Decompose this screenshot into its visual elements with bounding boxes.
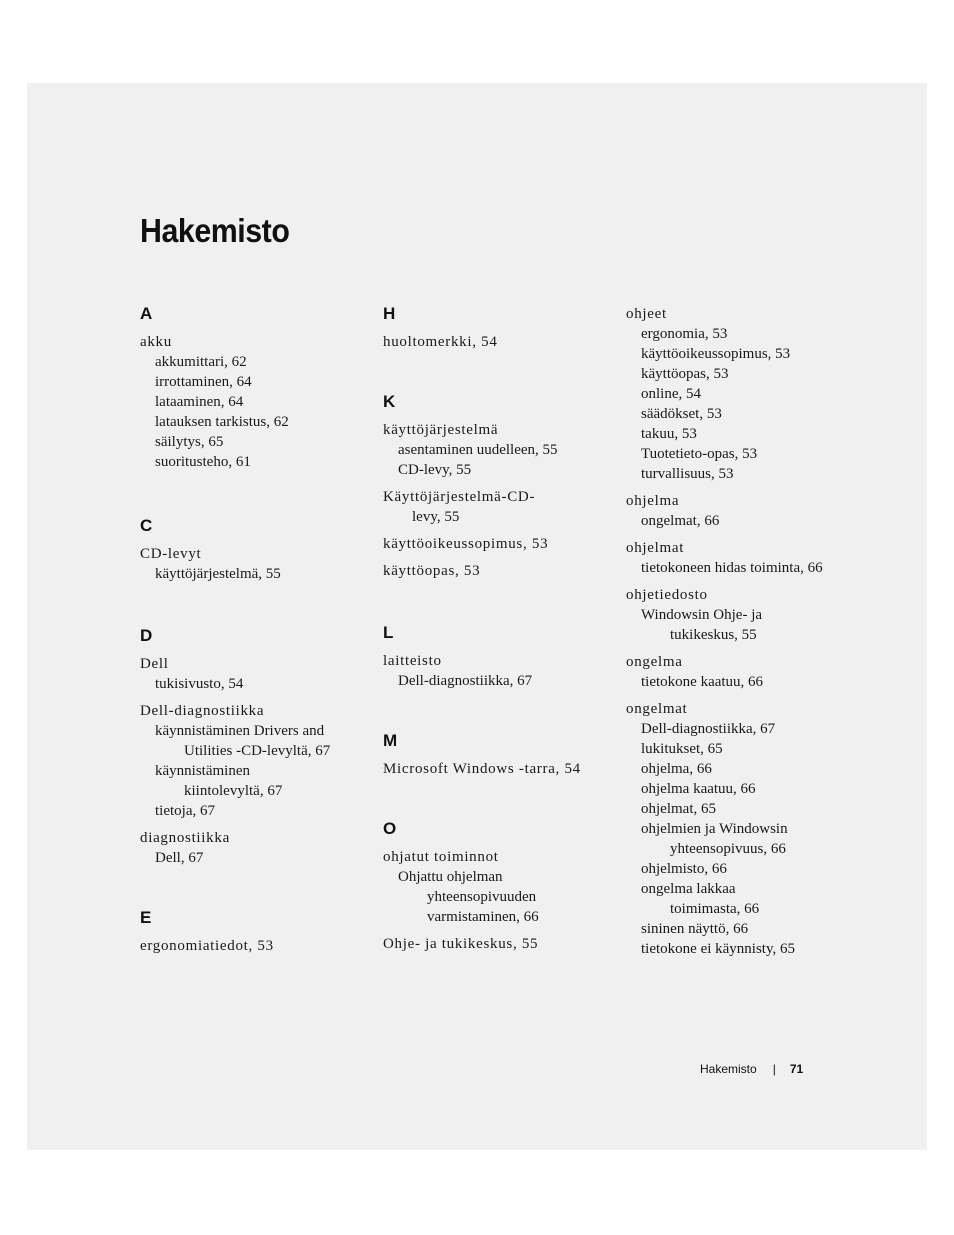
index-subentry: ohjelmat, 65 bbox=[641, 801, 716, 817]
section-letter: H bbox=[383, 304, 396, 323]
index-subentry: turvallisuus, 53 bbox=[641, 466, 734, 482]
index-subentry: latauksen tarkistus, 62 bbox=[155, 414, 289, 430]
footer-separator: | bbox=[772, 1062, 776, 1076]
section-letter: L bbox=[383, 623, 394, 642]
index-subentry: CD-levy, 55 bbox=[398, 462, 472, 478]
section-letter: C bbox=[140, 516, 153, 535]
index-entry bbox=[626, 538, 856, 578]
index-column-1 bbox=[140, 304, 370, 996]
index-term: huoltomerkki, 54 bbox=[383, 334, 498, 350]
index-term: ongelmat bbox=[626, 701, 688, 717]
index-subentry: Tuotetieto-opas, 53 bbox=[641, 446, 758, 462]
index-subentry-continued: varmistaminen, 66 bbox=[427, 909, 539, 925]
index-term: ohjatut toiminnot bbox=[383, 849, 499, 865]
index-subentry-continued: kiintolevyltä, 67 bbox=[184, 783, 283, 799]
index-column-3 bbox=[626, 304, 856, 966]
index-subentry: ohjelma, 66 bbox=[641, 761, 712, 777]
index-term: ohjetiedosto bbox=[626, 587, 708, 603]
index-section-d bbox=[140, 626, 370, 868]
index-entry bbox=[140, 654, 370, 694]
index-entry bbox=[140, 828, 370, 868]
index-subentry-continued: yhteensopivuus, 66 bbox=[670, 841, 786, 857]
index-entry bbox=[140, 701, 370, 821]
index-subentry: käyttöoikeussopimus, 53 bbox=[641, 346, 791, 362]
index-entry bbox=[383, 847, 613, 927]
section-letter: K bbox=[383, 392, 396, 411]
index-column-2 bbox=[383, 304, 613, 994]
index-subentry: ongelmat, 66 bbox=[641, 513, 720, 529]
index-subentry: säilytys, 65 bbox=[155, 434, 224, 450]
index-entry bbox=[383, 534, 613, 554]
index-subentry: ohjelmisto, 66 bbox=[641, 861, 727, 877]
index-entry bbox=[383, 934, 613, 954]
index-entry bbox=[383, 487, 613, 527]
index-subentry: takuu, 53 bbox=[641, 426, 697, 442]
index-subentry-continued: tukikeskus, 55 bbox=[670, 627, 757, 643]
index-section-l bbox=[383, 623, 613, 691]
index-term: käyttöoikeussopimus, 53 bbox=[383, 536, 549, 552]
index-subentry: käynnistäminen Drivers and bbox=[155, 723, 325, 739]
index-subentry: säädökset, 53 bbox=[641, 406, 722, 422]
index-subentry: suoritusteho, 61 bbox=[155, 454, 251, 470]
index-section-h bbox=[383, 304, 613, 352]
index-term: Käyttöjärjestelmä-CD- bbox=[383, 489, 536, 505]
index-term-continued: levy, 55 bbox=[412, 509, 460, 525]
index-entry bbox=[626, 304, 856, 484]
page-title: Hakemisto bbox=[140, 212, 290, 249]
index-term: CD-levyt bbox=[140, 546, 202, 562]
index-subentry: tietokoneen hidas toiminta, 66 bbox=[641, 560, 823, 576]
index-term: käyttöjärjestelmä bbox=[383, 422, 499, 438]
index-entry bbox=[626, 491, 856, 531]
index-entry bbox=[626, 652, 856, 692]
index-subentry: ohjelmien ja Windowsin bbox=[641, 821, 788, 837]
index-entry bbox=[626, 699, 856, 959]
index-subentry: akkumittari, 62 bbox=[155, 354, 247, 370]
index-subentry-continued: Utilities -CD-levyltä, 67 bbox=[184, 743, 331, 759]
index-entry bbox=[140, 332, 370, 472]
index-subentry: Ohjattu ohjelman bbox=[398, 869, 503, 885]
index-subentry: Dell-diagnostiikka, 67 bbox=[398, 673, 533, 689]
index-term: Ohje- ja tukikeskus, 55 bbox=[383, 936, 539, 952]
page-number: 71 bbox=[789, 1062, 804, 1076]
index-term: Microsoft Windows -tarra, 54 bbox=[383, 761, 581, 777]
index-subentry: Dell, 67 bbox=[155, 850, 204, 866]
index-subentry: Dell-diagnostiikka, 67 bbox=[641, 721, 776, 737]
index-term: Dell bbox=[140, 656, 169, 672]
index-term: akku bbox=[140, 334, 172, 350]
index-subentry-continued: toimimasta, 66 bbox=[670, 901, 760, 917]
index-subentry: tietokone ei käynnisty, 65 bbox=[641, 941, 795, 957]
index-subentry: asentaminen uudelleen, 55 bbox=[398, 442, 558, 458]
index-entry bbox=[626, 585, 856, 645]
section-letter: A bbox=[140, 304, 153, 323]
index-subentry: käyttöjärjestelmä, 55 bbox=[155, 566, 281, 582]
index-subentry-continued: yhteensopivuuden bbox=[427, 889, 537, 905]
index-entry bbox=[383, 759, 613, 779]
index-subentry: sininen näyttö, 66 bbox=[641, 921, 749, 937]
index-subentry: irrottaminen, 64 bbox=[155, 374, 252, 390]
index-subentry: käyttöopas, 53 bbox=[641, 366, 729, 382]
index-section-o bbox=[383, 819, 613, 954]
index-subentry: ergonomia, 53 bbox=[641, 326, 728, 342]
index-entry bbox=[383, 561, 613, 581]
index-subentry: lukitukset, 65 bbox=[641, 741, 723, 757]
index-entry bbox=[140, 936, 370, 956]
index-subentry: lataaminen, 64 bbox=[155, 394, 244, 410]
index-term: käyttöopas, 53 bbox=[383, 563, 481, 579]
index-entry bbox=[383, 420, 613, 480]
index-section-k bbox=[383, 392, 613, 581]
index-subentry: tietokone kaatuu, 66 bbox=[641, 674, 764, 690]
index-section-c bbox=[140, 516, 370, 584]
index-section-a bbox=[140, 304, 370, 472]
index-entry bbox=[140, 544, 370, 584]
section-letter: D bbox=[140, 626, 153, 645]
section-letter: O bbox=[383, 819, 397, 838]
index-term: ohjeet bbox=[626, 306, 667, 322]
section-letter: M bbox=[383, 731, 398, 750]
index-term: ohjelmat bbox=[626, 540, 685, 556]
index-term: ongelma bbox=[626, 654, 683, 670]
index-subentry: ongelma lakkaa bbox=[641, 881, 736, 897]
index-section-m bbox=[383, 731, 613, 779]
index-subentry: tukisivusto, 54 bbox=[155, 676, 244, 692]
section-letter: E bbox=[140, 908, 152, 927]
index-term: diagnostiikka bbox=[140, 830, 230, 846]
page-footer bbox=[700, 1062, 803, 1076]
index-term: ergonomiatiedot, 53 bbox=[140, 938, 274, 954]
index-term: laitteisto bbox=[383, 653, 442, 669]
index-subentry: ohjelma kaatuu, 66 bbox=[641, 781, 756, 797]
index-subentry: Windowsin Ohje- ja bbox=[641, 607, 763, 623]
index-subentry: online, 54 bbox=[641, 386, 701, 402]
index-subentry: tietoja, 67 bbox=[155, 803, 215, 819]
index-subentry: käynnistäminen bbox=[155, 763, 250, 779]
index-term: ohjelma bbox=[626, 493, 680, 509]
index-entry bbox=[383, 651, 613, 691]
index-term: Dell-diagnostiikka bbox=[140, 703, 265, 719]
index-section-e bbox=[140, 908, 370, 956]
footer-section-title: Hakemisto bbox=[700, 1062, 757, 1076]
index-entry bbox=[383, 332, 613, 352]
